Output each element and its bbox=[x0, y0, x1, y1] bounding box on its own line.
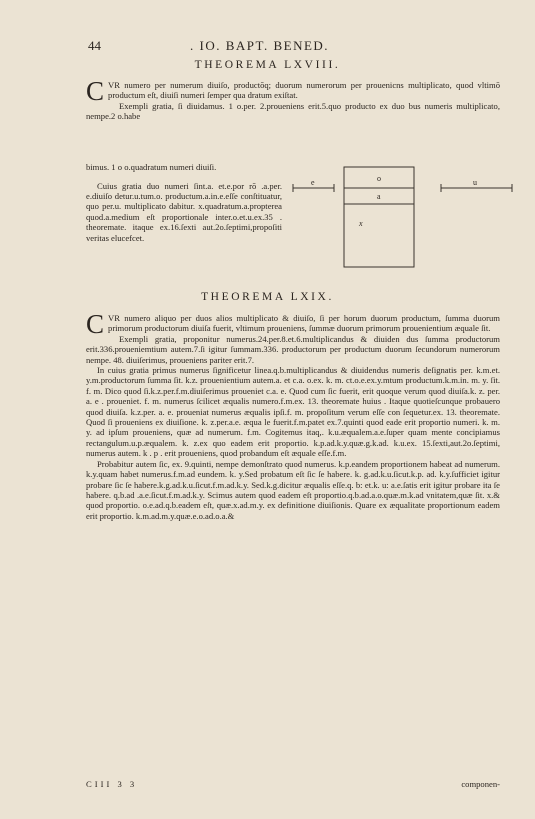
label-a: a bbox=[377, 192, 381, 201]
drop-cap: C bbox=[86, 309, 105, 339]
label-u: u bbox=[473, 178, 477, 187]
page-number: 44 bbox=[88, 38, 101, 53]
theorem-69-para-3: In cuius gratia primus numerus ſignificetur linea.q.b.multiplicandus & diuidendus numeris deſignatis per. k.m.et. y.m.productorum ſumma ſit. k.z. prouenientium autem.a. et c.a. o.ex. k. m. ct.o.e.ex.y.mtum productum.k.m.in. m. y. ſit. f. m. Dico quod ſi.k.z.per.f.m.diuiſerimus proueniet c.a. e. Quod cum ſic fuerit, erit quoque verum quod diuiſa.k. z. per. a. e . proueniet. f. m. numerus ſcilicet æqualis numero.f.m.ex. 13. theoremate huius . Itaque quotieſcunque probauero quod diuiſa. k.z.per. a. e. proueniat numerus æqualis ipſi.f. m. propoſitum verum eſſe con ſequetur.ex. 13. theoremate. Quod ſi proueniens ex diuiſione. k. z.per.a.e. æqua le fuerit.f.m.patet ex.7.quinti quod eade erit proportio numeri. k. m. y. ad ipſum proueniens, quæ ad numerum. f.m. Cogitemus itaq,. k.u.æqualem.a.e.ſuper quam mente concipiamus rectangulum.u.p.æqualem. k. z.ex quo eadem erit proportio. k.p.ad.k.y.quæ.g.k.ad. k.u.ex. 15.ſexti,aut.2o.ſeptimi, numerus autem. k . p . erit proueniens, quod probandum eſt æquale eſſe.f.m. bbox=[86, 365, 500, 459]
theorem-68-statement bbox=[86, 76, 500, 122]
theorem-68-para-2: Exempli gratia, ſi diuidamus. 1 o.per. 2.proueniens erit.5.quo producto ex duo bus numeris multiplicato, nempe.2 o.habe bbox=[86, 100, 500, 122]
theorem-68-para-1: VR numero per numerum diuiſo, productōq; duorum numerorum per prouenicns multiplicato, quod vltimō productum eſt, diuiſi numeri ſemper qua dratum exiſtat. bbox=[108, 80, 500, 101]
theorem-69-para-4: Probabitur autem ſic, ex. 9.quinti, nempe demonſtrato quod numerus. k.p.eandem proportionem habeat ad numerum. k.y.quam habet numerus.f.m.ad eundem. k. y.Sed probatum eſt ſic ſe habere. k. g.ad.k.u.ſicut.k.p. ad. k.y.ſufficiet igitur probare ſic ſe habere.k.g.ad.k.u.ſicut.f.m.ad.k.y. Sed.k.g.dicitur æqualis eſſe.q. b: et.k. u: a.e.ſatis erit igitur probare ita ſe habere. q.b.ad .a.e.ſicut.f.m.ad.k.y. Scimus autem quod eadem eſt proportio.q.b.ad.a.o.quæ.m.k.ad vnitatem,quæ ſit. x.& quod proportio. o.e.ad.q.b.eadem eſt, quæ.x.ad.m.y. ex definitione diuiſionis. Quare ex æqualitate proportionum eadem erit proportio. k.m.ad.m.y.quæ.e.o.ad.o.a.& bbox=[86, 458, 500, 521]
running-head: . IO. BAPT. BENED. bbox=[190, 38, 330, 53]
theorem-69-title: THEOREMA LXIX. bbox=[201, 291, 334, 303]
theorem-69-body bbox=[86, 309, 500, 521]
drop-cap: C bbox=[86, 76, 105, 106]
label-o: o bbox=[377, 174, 381, 183]
theorem-69-para-1: VR numero aliquo per duos alios multiplicato & diuiſo, ſi per horum duorum productum, ſumma duorum primorum productorum diuiſa fuerit, vltimum proueniens, ſummæ duorum primorum prouenientium æquale ſit. bbox=[108, 313, 500, 334]
running-header bbox=[0, 36, 535, 56]
theorem-68-para-3: bimus. 1 o o.quadratum numeri diuiſi. bbox=[86, 161, 217, 172]
theorem-69-para-2: Exempli gratia, proponitur numerus.24.per.8.et.6.multiplicandus & diuiden dus ſumma productorum erit.336.proueniemtium autem.7.ſi igitur ſummam.336. productorum per productum duorum ſecundorum numerorum nempe. 48. diuiſerimus, proueniens pariter erit.7. bbox=[86, 333, 500, 365]
theorem-68-title: THEOREMA LXVIII. bbox=[194, 59, 341, 71]
label-e: e bbox=[311, 178, 315, 187]
geometric-diagram bbox=[287, 160, 522, 270]
theorem-68-proof bbox=[86, 153, 282, 252]
catchword: componen- bbox=[461, 779, 500, 789]
signature-mark: CIII 3 3 bbox=[86, 779, 138, 789]
label-x: x bbox=[359, 219, 363, 228]
theorem-68-para-4: Cuius gratia duo numeri ſint.a. et.e.por rō .a.per. e.diuiſo detur.u.tum.o. productum.a.in.e.eſſe conſtituatur, quo per.u. multiplicato dabitur. x.quadratum.a.propterea quod.a.medium eſt proportionale inter.o.et.u.ex.35 . theoremate. itaque ex.16.ſexti aut.2o.ſeptimi,propoſiti veritas elucefcet. bbox=[86, 180, 282, 243]
page-footer bbox=[86, 779, 500, 793]
